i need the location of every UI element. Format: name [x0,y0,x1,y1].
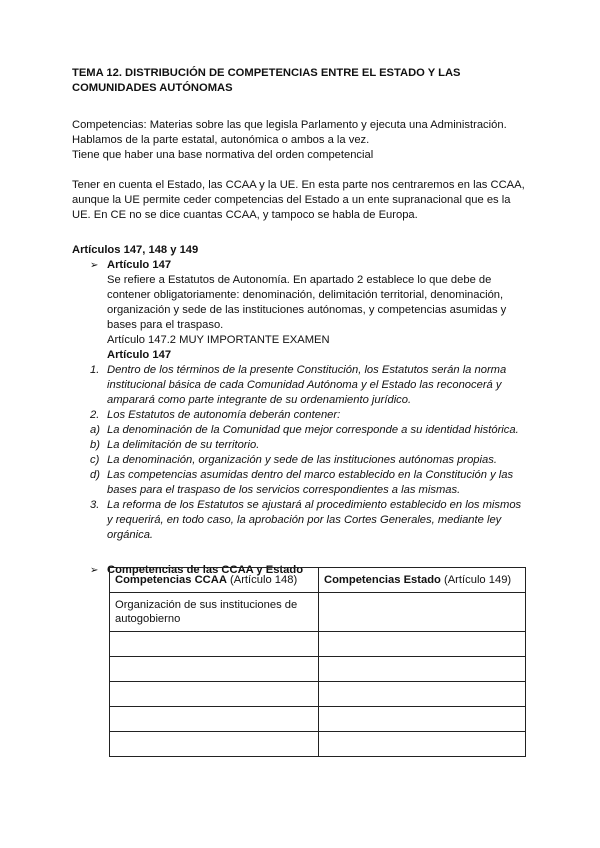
article-147-desc-line: Se refiere a Estatutos de Autonomía. En apartado 2 establece lo que debe de [107,274,492,286]
legal-item-marker: c) [90,454,100,466]
table-row [110,707,526,732]
intro-line: Tiene que haber una base normativa del orden competencial [72,149,374,161]
table-cell [110,682,319,707]
legal-item [72,363,532,408]
table-cell [110,657,319,682]
competencias-heading-text: Competencias de las CCAA y Estado [107,564,304,576]
legal-item [72,423,532,438]
intro-line: Hablamos de la parte estatal, autonómica o ambos a la vez. [72,134,370,146]
legal-item-line: amparará como parte integrante de su ordenamiento jurídico. [107,394,412,406]
article-147-desc-line: contener obligatoriamente: denominación, delimitación territorial, denominación, [107,289,504,301]
article-147-subheading: Artículo 147 [107,349,172,361]
document-title [72,66,532,96]
legal-item-marker: a) [90,424,100,436]
legal-item-marker: b) [90,439,100,451]
articles-heading: Artículos 147, 148 y 149 [72,244,199,256]
article-147-desc-line: bases para el traspaso. [107,319,224,331]
table-cell [319,682,526,707]
table-row [110,593,526,632]
legal-item [72,468,532,498]
legal-item-marker: 3. [90,499,100,511]
legal-item [72,498,532,543]
header-estado-bold: Competencias Estado [324,574,441,586]
table-row [110,632,526,657]
document-page [72,66,532,578]
header-ccaa-bold: Competencias CCAA [115,574,227,586]
table-cell [319,732,526,757]
legal-item-line: y requerirá, en todo caso, la aprobación por las Cortes Generales, mediante ley [107,514,502,526]
legal-item-line: Dentro de los términos de la presente Constitución, los Estatutos serán la norma [107,364,507,376]
table-cell [110,632,319,657]
table-header-estado [319,568,526,593]
table-cell [319,593,526,632]
legal-item-marker: d) [90,469,100,481]
intro-line: Competencias: Materias sobre las que legisla Parlamento y ejecuta una Administración. [72,119,507,131]
table-cell [319,657,526,682]
legal-item-line: bases para el traspaso de los servicios correspondientes a las mismas. [107,484,461,496]
article-147-block [72,258,532,363]
table-header-ccaa [110,568,319,593]
legal-item [72,453,532,468]
legal-item-line: institucional básica de cada Comunidad Autónoma y el Estado las reconocerá y [107,379,502,391]
legal-item [72,438,532,453]
table-header-row [110,568,526,593]
legal-item [72,408,532,423]
competencias-table [109,567,526,757]
arrow-bullet-icon: ➢ [90,260,99,271]
legal-text-list [72,363,532,543]
title-line-1: TEMA 12. DISTRIBUCIÓN DE COMPETENCIAS ENTRE EL ESTADO Y LAS [72,67,461,79]
table-cell [110,732,319,757]
table-cell [110,707,319,732]
table-cell [319,707,526,732]
article-147-desc-line: organización y sede de las instituciones autónomas, y competencias asumidas y [107,304,507,316]
legal-item-line: orgánica. [107,529,154,541]
context-line: Tener en cuenta el Estado, las CCAA y la UE. En esta parte nos centraremos en las CCAA, [72,179,525,191]
intro-paragraph [72,118,532,163]
legal-item-line: La delimitación de su territorio. [107,439,260,451]
article-147-note: Artículo 147.2 MUY IMPORTANTE EXAMEN [107,334,330,346]
context-line: UE. En CE no se dice cuantas CCAA, y tampoco se habla de Europa. [72,209,418,221]
arrow-bullet-icon: ➢ [90,565,99,576]
header-ccaa-ref: (Artículo 148) [226,574,298,586]
legal-item-marker: 2. [90,409,100,421]
legal-item-line: La denominación, organización y sede de las instituciones autónomas propias. [107,454,497,466]
legal-item-line: La reforma de los Estatutos se ajustará al procedimiento establecido en los mismos [107,499,522,511]
context-line: aunque la UE permite ceder competencias del Estado a un ente supranacional que es la [72,194,511,206]
legal-item-line: La denominación de la Comunidad que mejor corresponde a su identidad histórica. [107,424,519,436]
table-row [110,682,526,707]
table-row [110,732,526,757]
table-cell: Organización de sus instituciones de autogobierno [110,593,319,632]
header-estado-ref: (Artículo 149) [440,574,512,586]
legal-item-line: Los Estatutos de autonomía deberán contener: [107,409,341,421]
table-cell [319,632,526,657]
table-row [110,657,526,682]
title-line-2: COMUNIDADES AUTÓNOMAS [72,82,233,94]
article-147-heading: Artículo 147 [107,259,172,271]
context-paragraph [72,178,532,223]
legal-item-line: Las competencias asumidas dentro del marco establecido en la Constitución y las [107,469,514,481]
legal-item-marker: 1. [90,364,100,376]
